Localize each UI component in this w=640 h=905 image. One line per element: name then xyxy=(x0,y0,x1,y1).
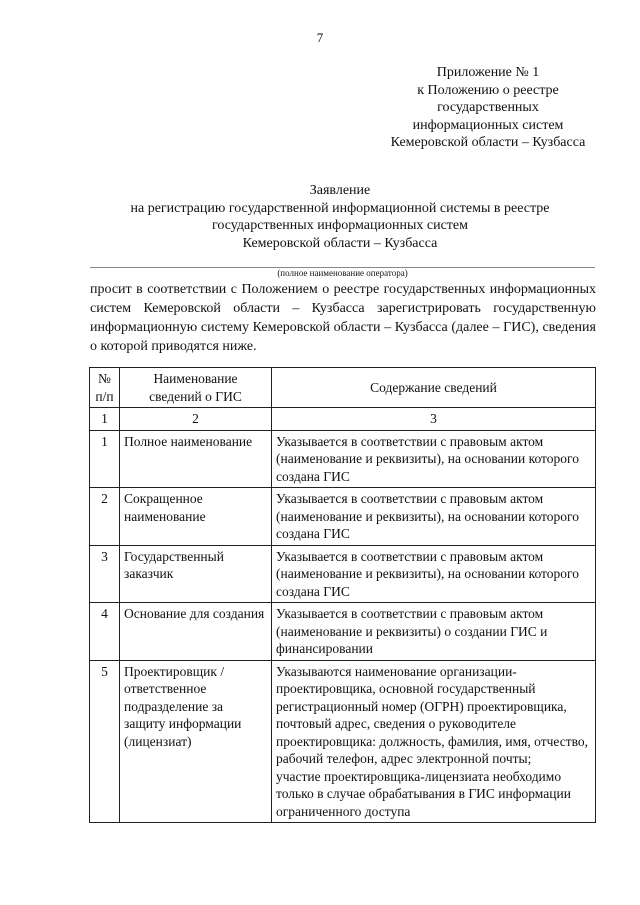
row-number: 3 xyxy=(90,545,120,603)
appendix-line: Приложение № 1 xyxy=(436,65,540,80)
header-name xyxy=(120,368,272,408)
table-row xyxy=(90,488,596,546)
numbering-cell: 2 xyxy=(120,408,272,431)
table-row xyxy=(90,660,596,823)
row-content: Указывается в соответствии с правовым актом (наименование и реквизиты), на основании которого создана ГИС xyxy=(272,430,596,488)
statement-line: государственных информационных систем xyxy=(212,218,468,233)
row-name: Основание для создания xyxy=(120,603,272,661)
table-row xyxy=(90,603,596,661)
appendix-reference xyxy=(368,64,608,152)
statement-line: Кемеровской области – Кузбасса xyxy=(242,235,438,251)
statement-heading: Заявление xyxy=(309,183,371,198)
row-content: Указывается в соответствии с правовым актом (наименование и реквизиты) о создании ГИС и финансировании xyxy=(272,603,596,661)
statement-line: на регистрацию государственной информационной системы в реестре xyxy=(130,200,550,216)
table-numbering-row xyxy=(90,408,596,431)
row-number: 4 xyxy=(90,603,120,661)
table-row xyxy=(90,545,596,603)
row-number: 2 xyxy=(90,488,120,546)
statement-title xyxy=(60,182,620,252)
row-name: Государственный заказчик xyxy=(120,545,272,603)
appendix-line: государственных xyxy=(437,100,539,115)
row-name: Полное наименование xyxy=(120,430,272,488)
header-name-line: сведений о ГИС xyxy=(149,388,242,404)
row-content: Указываются наименование организации-проектировщика, основной государственный регистрационный номер (ОГРН) проектировщика, почтовый адрес, сведения о руководителе проектировщика: должность, фамилия, имя, отчество, рабочий телефон, адрес электронной почты; участие проектировщика-лицензиата необходимо только в случае обрабатывания в ГИС информации ограниченного доступа xyxy=(272,660,596,823)
header-number xyxy=(90,368,120,408)
gis-info-table xyxy=(89,367,596,823)
header-number-line: п/п xyxy=(95,388,114,404)
header-content: Содержание сведений xyxy=(272,368,596,408)
appendix-line: Кемеровской области – Кузбасса xyxy=(390,135,586,150)
row-name: Проектировщик / ответственное подразделение за защиту информации (лицензиат) xyxy=(120,660,272,823)
numbering-cell: 1 xyxy=(90,408,120,431)
row-number: 5 xyxy=(90,660,120,823)
intro-paragraph: просит в соответствии с Положением о реестре государственных информационных систем Кемеровской области – Кузбасса зарегистрировать государственную информационную систему Кемеровской области – Кузбасса (далее – ГИС), сведения о которой приводятся ниже. xyxy=(90,282,596,354)
row-content: Указывается в соответствии с правовым актом (наименование и реквизиты), на основании которого создана ГИС xyxy=(272,488,596,546)
table-header-row xyxy=(90,368,596,408)
appendix-line: информационных систем xyxy=(412,117,564,133)
row-content: Указывается в соответствии с правовым актом (наименование и реквизиты), на основании которого создана ГИС xyxy=(272,545,596,603)
header-name-line: Наименование xyxy=(153,371,238,386)
operator-caption: (полное наименование оператора) xyxy=(277,268,408,278)
table-row xyxy=(90,430,596,488)
header-number-line: № xyxy=(98,371,111,386)
row-number: 1 xyxy=(90,430,120,488)
appendix-line: к Положению о реестре xyxy=(417,82,559,98)
numbering-cell: 3 xyxy=(272,408,596,431)
row-name: Сокращенное наименование xyxy=(120,488,272,546)
page-number: 7 xyxy=(316,30,324,45)
